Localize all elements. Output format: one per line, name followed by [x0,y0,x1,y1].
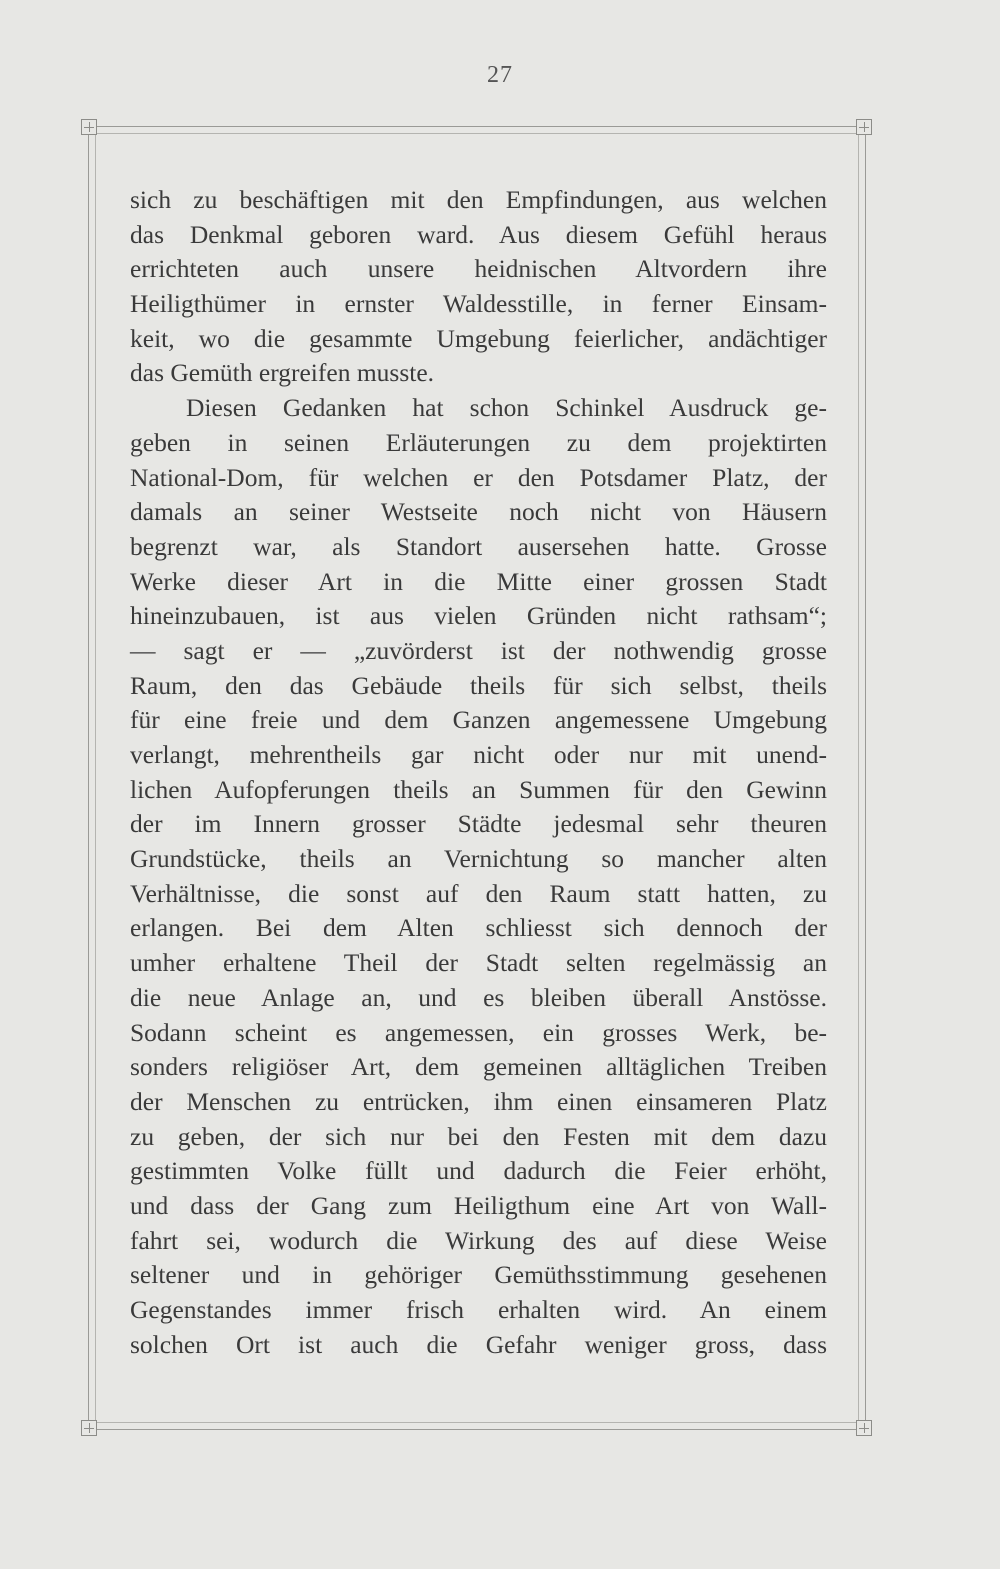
text-line: Grundstücke, theils an Vernichtung so mancher alten [130,844,827,874]
text-line: Werke dieser Art in die Mitte einer grossen Stadt [130,566,827,596]
text-line: Heiligthümer in ernster Waldesstille, in ferner Einsam- [130,289,827,319]
text-line: sonders religiöser Art, dem gemeinen alltäglichen Treiben [130,1052,827,1082]
text-line: seltener und in gehöriger Gemüthsstimmung gesehenen [130,1260,827,1290]
text-line: begrenzt war, als Standort ausersehen hatte. Grosse [130,531,827,561]
text-line: lichen Aufopferungen theils an Summen für den Gewinn [130,774,827,804]
text-line: keit, wo die gesammte Umgebung feierlicher, andächtiger [130,323,827,353]
paragraph [130,183,827,391]
text-line: Sodann scheint es angemessen, ein grosses Werk, be- [130,1017,827,1047]
text-line: das Denkmal geboren ward. Aus diesem Gefühl heraus [130,219,827,249]
text-line: die neue Anlage an, und es bleiben überall Anstösse. [130,982,827,1012]
paragraph [130,391,827,1362]
text-line: fahrt sei, wodurch die Wirkung des auf diese Weise [130,1225,827,1255]
text-line: geben in seinen Erläuterungen zu dem projektirten [130,427,827,457]
text-line: sich zu beschäftigen mit den Empfindungen, aus welchen [130,185,827,214]
text-line: National-Dom, für welchen er den Potsdamer Platz, der [130,462,827,492]
corner-ornament-icon [856,119,872,135]
corner-ornament-icon [81,119,97,135]
text-line: zu geben, der sich nur bei den Festen mit dem dazu [130,1121,827,1151]
corner-ornament-icon [81,1420,97,1436]
page-number: 27 [487,62,513,88]
body-text [130,183,827,1362]
text-line: der im Innern grosser Städte jedesmal sehr theuren [130,809,827,839]
text-line: — sagt er — „zuvörderst ist der nothwendig grosse [130,635,827,665]
corner-ornament-icon [856,1420,872,1436]
text-line: errichteten auch unsere heidnischen Altvordern ihre [130,254,827,284]
text-line: gestimmten Volke füllt und dadurch die Feier erhöht, [130,1156,827,1186]
text-line: für eine freie und dem Ganzen angemessene Umgebung [130,705,827,735]
text-line: verlangt, mehrentheils gar nicht oder nur mit unend- [130,740,827,769]
text-line: hineinzubauen, ist aus vielen Gründen nicht rathsam“; [130,601,827,631]
text-line: der Menschen zu entrücken, ihm einen einsameren Platz [130,1086,827,1116]
text-line: Raum, den das Gebäude theils für sich selbst, theils [130,670,827,700]
text-line: Diesen Gedanken hat schon Schinkel Ausdruck ge- [186,393,827,423]
text-line: Verhältnisse, die sonst auf den Raum statt hatten, zu [130,878,827,908]
text-line: und dass der Gang zum Heiligthum eine Art von Wall- [130,1190,827,1220]
text-line: damals an seiner Westseite noch nicht von Häusern [130,497,827,527]
text-line: umher erhaltene Theil der Stadt selten regelmässig an [130,948,827,978]
text-line: solchen Ort ist auch die Gefahr weniger gross, dass [130,1329,827,1359]
text-line: Gegenstandes immer frisch erhalten wird. An einem [130,1295,827,1324]
text-line: das Gemüth ergreifen musste. [130,358,435,388]
text-line: erlangen. Bei dem Alten schliesst sich dennoch der [130,913,827,943]
